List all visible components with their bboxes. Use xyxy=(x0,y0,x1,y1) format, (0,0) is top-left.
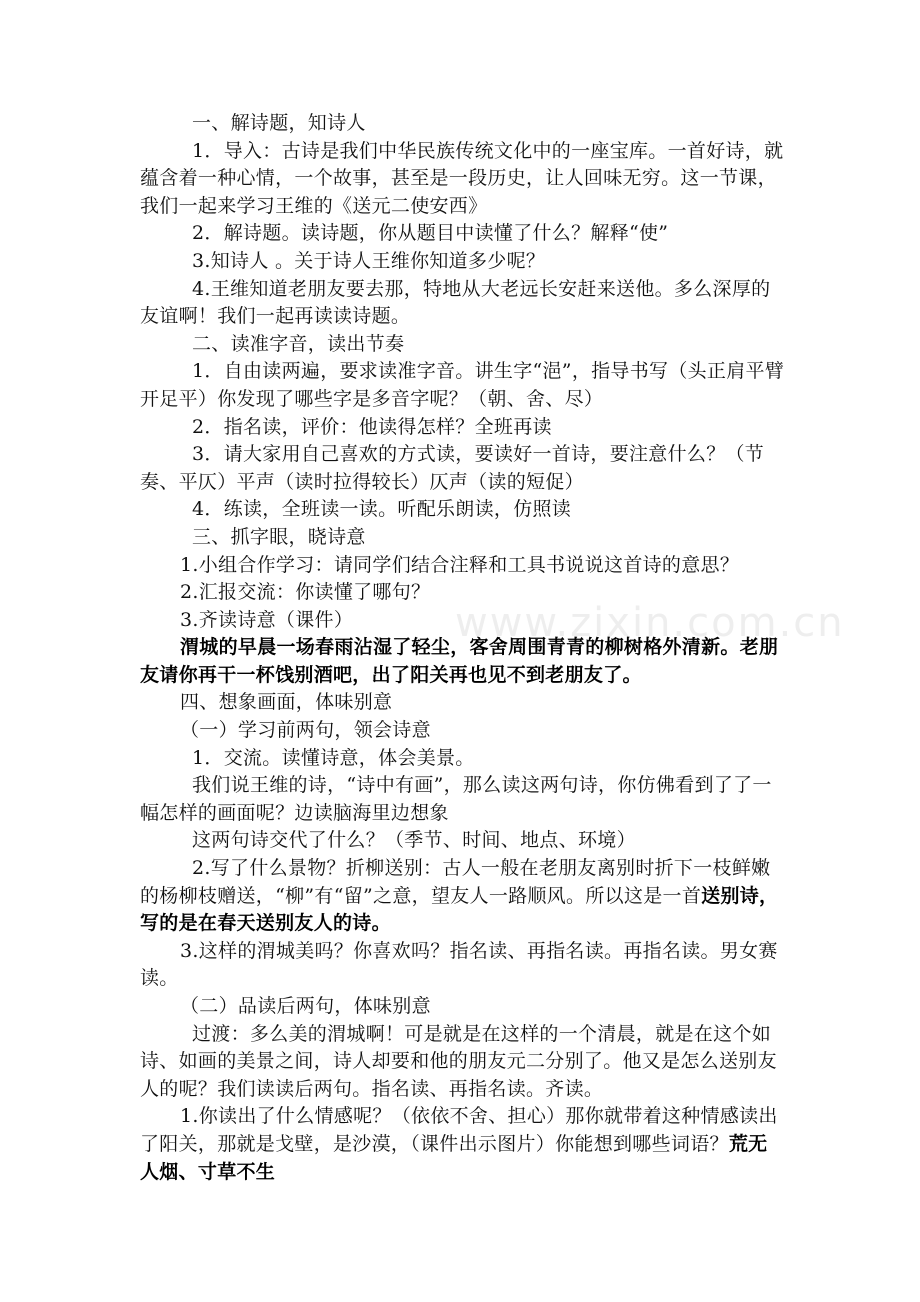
paragraph xyxy=(140,358,785,413)
paragraph-text: 3.这样的渭城美吗？你喜欢吗？指名读、再指名读。再指名读。男女赛读。 xyxy=(140,939,778,990)
paragraph-text: 2.写了什么景物？折柳送别：古人一般在老朋友离别时折下一枝鲜嫩的杨柳枝赠送，“柳”有“留”之意，望友人一路顺风。所以这是一首 xyxy=(140,857,771,907)
paragraph xyxy=(140,248,785,276)
paragraph-text: 四、想象画面，体味别意 xyxy=(180,691,393,714)
paragraph xyxy=(140,220,785,248)
paragraph-text: 1.小组合作学习：请同学们结合注释和工具书说说这首诗的意思？ xyxy=(180,553,740,576)
paragraph-emphasis: 荒无人烟、寸草不生 xyxy=(140,1132,768,1183)
paragraph xyxy=(140,441,785,496)
paragraph xyxy=(140,689,785,717)
paragraph-text: 1．导入：古诗是我们中华民族传统文化中的一座宝库。一首好诗，就蕴含着一种心情，一个故事，甚至是一段历史，让人回味无穷。这一节课，我们一起来学习王维的《送元二使安西》 xyxy=(140,139,784,217)
paragraph xyxy=(140,552,785,580)
paragraph-text: 2．解诗题。读诗题，你从题目中读懂了什么？解释“使” xyxy=(192,222,669,245)
paragraph-text: 一、解诗题，知诗人 xyxy=(192,112,366,134)
paragraph xyxy=(140,827,785,855)
paragraph-text: 3.知诗人 。关于诗人王维你知道多少呢？ xyxy=(192,249,546,272)
paragraph xyxy=(140,745,785,773)
paragraph xyxy=(140,276,785,331)
paragraph-text: 二、读准字音，读出节奏 xyxy=(192,332,405,355)
paragraph xyxy=(140,138,785,221)
paragraph-text: 过渡：多么美的渭城啊！可是就是在这样的一个清晨，就是在这个如诗、如画的美景之间，诗人却要和他的朋友元二分别了。他又是怎么送别友人的呢？我们读读后两句。指名读、再指名读。齐读。 xyxy=(140,1022,777,1100)
watermark: www.zixin.com.cn xyxy=(455,600,845,646)
paragraph-text: 1.你读出了什么情感呢？（依依不舍、担心）那你就带着这种情感读出了阳关，那就是戈壁，是沙漠，（课件出示图片）你能想到哪些词语？ xyxy=(140,1105,778,1155)
paragraph-text: 4.王维知道老朋友要去那，特地从大老远长安赶来送他。多么深厚的友谊啊！我们一起再读读诗题。 xyxy=(140,277,771,328)
paragraph-text: 三、抓字眼，晓诗意 xyxy=(192,525,366,548)
paragraph-text: 2．指名读，评价：他读得怎样？全班再读 xyxy=(192,415,552,438)
paragraph-text: 1．自由读两遍，要求读准字音。讲生字“浥”，指导书写（头正肩平臂开足平）你发现了哪些字是多音字呢？（朝、舍、尽） xyxy=(140,360,785,410)
document-body xyxy=(140,110,785,1186)
paragraph xyxy=(140,524,785,552)
paragraph-text: 渭城的早晨一场春雨沾湿了轻尘，客舍周围青青的柳树格外清新。老朋友请你再干一杯饯别酒吧，出了阳关再也见不到老朋友了。 xyxy=(140,636,779,686)
paragraph xyxy=(140,414,785,442)
paragraph xyxy=(140,331,785,359)
paragraph-text: 这两句诗交代了什么？（季节、时间、地点、环境） xyxy=(192,829,636,852)
paragraph-text: 3．请大家用自己喜欢的方式读，要读好一首诗，要注意什么？（节奏、平仄）平声（读时拉得较长）仄声（读的短促） xyxy=(140,443,765,493)
paragraph-text: （一）学习前两句，领会诗意 xyxy=(180,719,431,742)
paragraph xyxy=(140,1103,785,1186)
paragraph xyxy=(140,717,785,745)
paragraph xyxy=(140,855,785,938)
paragraph-text: 4．练读，全班读一读。听配乐朗读，仿照读 xyxy=(192,498,572,521)
paragraph-text: 2.汇报交流：你读懂了哪句？ xyxy=(180,581,431,604)
paragraph xyxy=(140,1021,785,1104)
paragraph-text: 我们说王维的诗，“诗中有画”，那么读这两句诗，你仿佛看到了了一幅怎样的画面呢？边读脑海里边想象 xyxy=(140,774,772,824)
paragraph-emphasis: 送别诗，写的是在春天送别友人的诗。 xyxy=(140,884,779,935)
paragraph xyxy=(140,993,785,1021)
paragraph xyxy=(140,110,785,138)
paragraph-text: 1．交流。读懂诗意，体会美景。 xyxy=(192,746,475,769)
paragraph xyxy=(140,938,785,993)
paragraph xyxy=(140,772,785,827)
paragraph-text: （二）品读后两句，体味别意 xyxy=(180,995,431,1017)
paragraph-text: 3.齐读诗意（课件） xyxy=(180,608,354,631)
paragraph xyxy=(140,496,785,524)
